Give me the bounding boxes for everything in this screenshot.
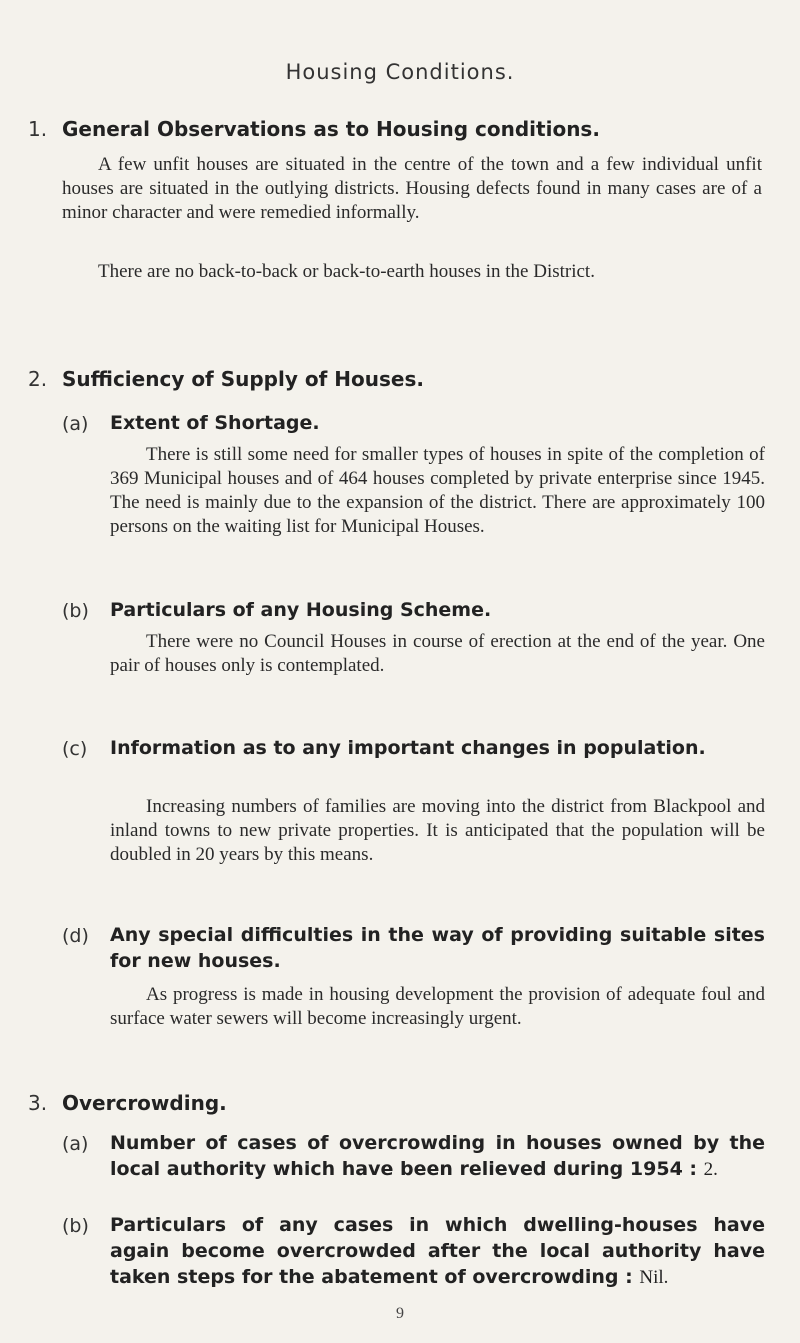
- section-number: 3.: [28, 1091, 48, 1115]
- subsection-title: [110, 1130, 765, 1183]
- subsection-title: Information as to any important changes in population.: [110, 737, 706, 759]
- subsection-title: Any special difficulties in the way of providing suitable sites for new houses.: [110, 924, 765, 972]
- subsection-letter: (b): [62, 1215, 89, 1237]
- section-title: General Observations as to Housing conditions.: [62, 117, 600, 141]
- page-number: 9: [396, 1305, 404, 1322]
- section-number: 2.: [28, 367, 48, 391]
- subsection-letter: (b): [62, 600, 89, 622]
- section-paragraph: There are no back-to-back or back-to-earth houses in the District.: [98, 261, 595, 282]
- subsection-letter: (a): [62, 413, 89, 435]
- subsection-value: 2.: [703, 1159, 718, 1180]
- subsection-text: As progress is made in housing development the provision of adequate foul and surface water sewers will become increasingly urgent.: [110, 984, 765, 1029]
- section-title: Sufficiency of Supply of Houses.: [62, 367, 424, 391]
- section-title: Overcrowding.: [62, 1091, 227, 1115]
- subsection-text: There were no Council Houses in course of erection at the end of the year. One pair of houses only is contemplated.: [110, 631, 765, 676]
- subsection-title: Extent of Shortage.: [110, 412, 320, 434]
- subsection-question: Number of cases of overcrowding in houses owned by the local authority which have been relieved during 1954 :: [110, 1132, 765, 1180]
- subsection-title: Particulars of any Housing Scheme.: [110, 599, 492, 621]
- subsection-value: Nil.: [639, 1267, 669, 1288]
- section-paragraph: A few unfit houses are situated in the centre of the town and a few individual unfit houses are situated in the outlying districts. Housing defects found in many cases are of a minor character and were remedied informally.: [62, 154, 762, 223]
- subsection-letter: (d): [62, 925, 89, 947]
- subsection-text: There is still some need for smaller types of houses in spite of the completion of 369 Municipal houses and of 464 houses completed by private enterprise since 1945. The need is mainly due to the expansion of the district. There are approximately 100 persons on the waiting list for Municipal Houses.: [110, 444, 765, 537]
- subsection-letter: (c): [62, 738, 88, 760]
- section-number: 1.: [28, 117, 48, 141]
- subsection-letter: (a): [62, 1133, 89, 1155]
- subsection-text: Increasing numbers of families are moving into the district from Blackpool and inland towns to new private properties. It is anticipated that the population will be doubled in 20 years by this means.: [110, 796, 765, 865]
- subsection-title: [110, 1212, 765, 1291]
- subsection-question: Particulars of any cases in which dwelling-houses have again become overcrowded after the local authority have taken steps for the abatement of overcrowding :: [110, 1214, 765, 1288]
- page-heading: Housing Conditions.: [285, 60, 515, 84]
